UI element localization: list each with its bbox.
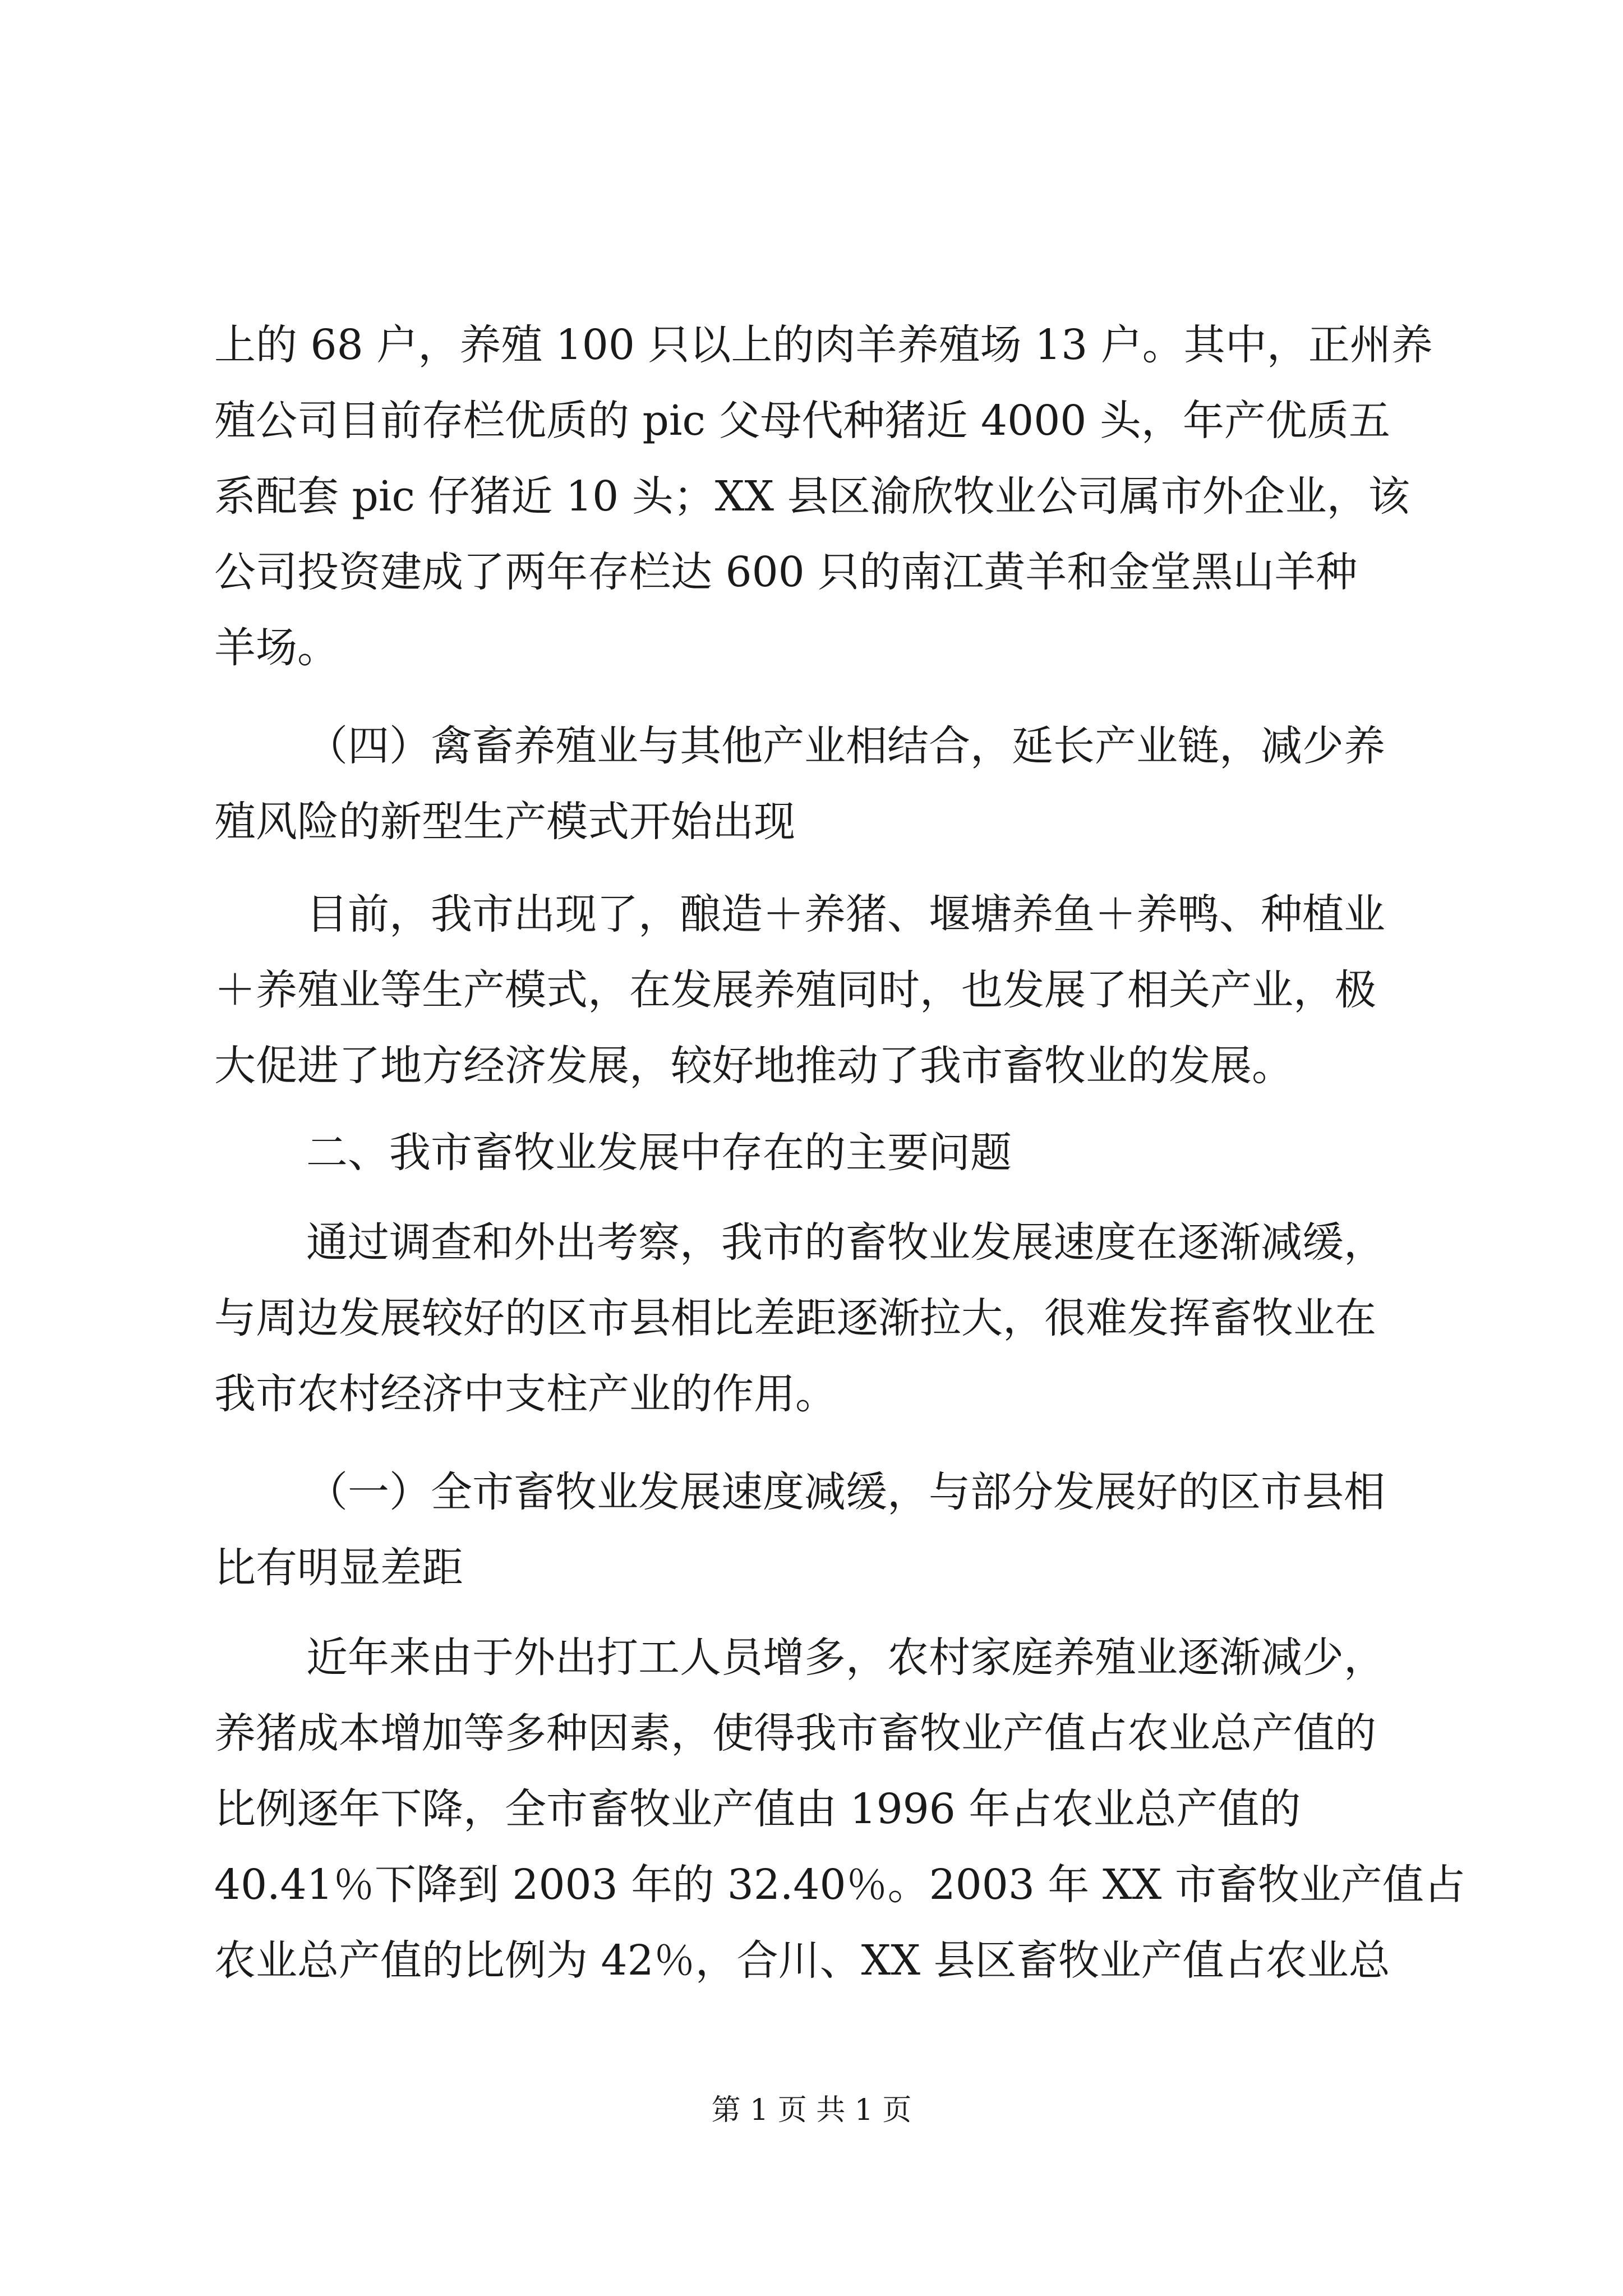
body-text-line: 农业总产值的比例为 42％，合川、XX 县区畜牧业产值占农业总 <box>214 1936 1390 1985</box>
body-text-line: 目前，我市出现了，酿造＋养猪、堰塘养鱼＋养鸭、种植业 <box>306 890 1385 938</box>
section-heading-line: （一）全市畜牧业发展速度减缓，与部分发展好的区市县相 <box>306 1468 1385 1516</box>
section-heading-line: （四）禽畜养殖业与其他产业相结合，延长产业链，减少养 <box>306 722 1385 770</box>
page-number-footer: 第 1 页 共 1 页 <box>711 2093 912 2127</box>
body-text-line: 通过调查和外出考察，我市的畜牧业发展速度在逐渐减缓， <box>306 1218 1385 1267</box>
body-text-line: 殖公司目前存栏优质的 pic 父母代种猪近 4000 头，年产优质五 <box>214 397 1390 445</box>
body-text-line: 与周边发展较好的区市县相比差距逐渐拉大，很难发挥畜牧业在 <box>214 1294 1376 1342</box>
section-heading-line: 殖风险的新型生产模式开始出现 <box>214 798 795 846</box>
body-text-line: 近年来由于外出打工人员增多，农村家庭养殖业逐渐减少， <box>306 1634 1385 1682</box>
body-text-line: 我市农村经济中支柱产业的作用。 <box>214 1370 837 1418</box>
section-heading-line: 二、我市畜牧业发展中存在的主要问题 <box>306 1129 1012 1177</box>
body-text-line: 羊场。 <box>214 624 339 672</box>
body-text-line: 比例逐年下降，全市畜牧业产值由 1996 年占农业总产值的 <box>214 1785 1301 1833</box>
section-heading-line: 比有明显差距 <box>214 1544 463 1592</box>
body-text-line: ＋养殖业等生产模式，在发展养殖同时，也发展了相关产业，极 <box>214 966 1376 1014</box>
body-text-line: 系配套 pic 仔猪近 10 头；XX 县区渝欣牧业公司属市外企业，该 <box>214 472 1410 521</box>
body-text-line: 大促进了地方经济发展，较好地推动了我市畜牧业的发展。 <box>214 1042 1293 1090</box>
body-text-line: 40.41％下降到 2003 年的 32.40％。2003 年 XX 市畜牧业产值占 <box>214 1861 1465 1909</box>
body-text-line: 养猪成本增加等多种因素，使得我市畜牧业产值占农业总产值的 <box>214 1709 1376 1757</box>
body-text-line: 公司投资建成了两年存栏达 600 只的南江黄羊和金堂黑山羊种 <box>214 548 1358 596</box>
body-text-line: 上的 68 户，养殖 100 只以上的肉羊养殖场 13 户。其中，正州养 <box>214 321 1433 369</box>
